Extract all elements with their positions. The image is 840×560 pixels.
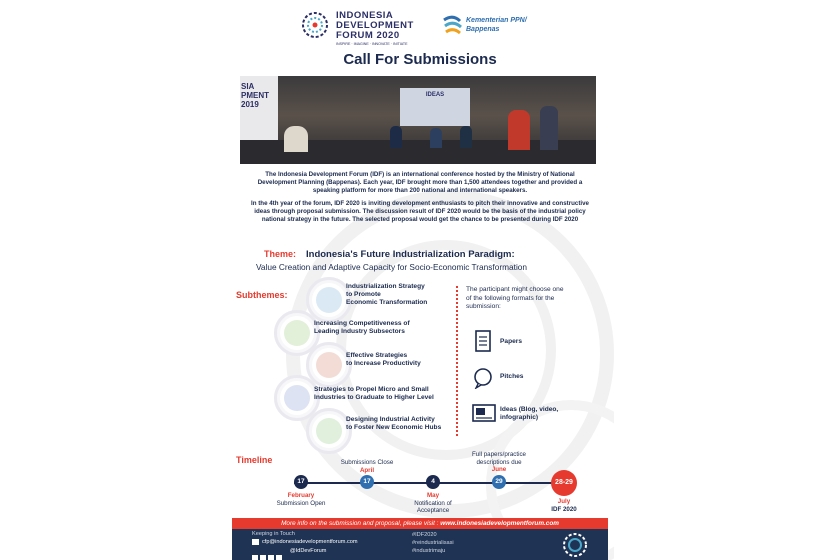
intro-paragraph-2: In the 4th year of the forum, IDF 2020 is inviting development enthusiasts to pitch their innovative and constructive ideas through proposal submission. The discussion result of IDF 2020 would be the basis of the industrial policy national strategy in the future. The selected proposal would get the chance to be presented during IDF 2020 <box>251 200 589 223</box>
speaker-figure <box>508 110 530 150</box>
timeline-desc: descriptions due <box>476 458 522 466</box>
email-link[interactable]: cfp@indonesiadevelopmentforum.com <box>262 539 358 545</box>
speaker-figure <box>390 126 402 148</box>
subtheme-4 <box>314 386 434 402</box>
subtheme-text: Industrialization Strategy <box>346 283 425 290</box>
subtheme-5 <box>346 416 441 432</box>
timeline-desc: Acceptance <box>416 507 450 514</box>
subtheme-1 <box>346 283 427 307</box>
timeline-desc: Notification of <box>414 499 452 507</box>
footer <box>232 518 608 560</box>
timeline-node-4: 29 <box>492 475 506 489</box>
timeline-item-3 <box>403 492 463 515</box>
subtheme-text: Strategies to Propel Micro and Small <box>314 386 429 393</box>
speaker-figure <box>540 106 558 150</box>
email-icon <box>252 539 259 545</box>
dotted-divider <box>456 286 458 436</box>
timeline-desc: Full papers/practice <box>472 451 526 458</box>
timeline-month: April <box>359 466 375 474</box>
poster <box>226 0 614 560</box>
idf-tagline: INSPIRE · IMAGINE · INNOVATE · INITIATE <box>336 42 408 46</box>
hashtags <box>412 531 454 555</box>
social-handle: @IdDevForum <box>290 548 327 554</box>
ministry-line: Bappenas <box>466 25 500 33</box>
format-ideas <box>500 406 558 422</box>
timeline-node-1: 17 <box>294 475 308 489</box>
subtheme-text: Increasing Competitiveness of <box>314 320 410 327</box>
subtheme-text: to Increase Productivity <box>346 360 421 367</box>
page-title: Call For Submissions <box>343 51 497 68</box>
timeline-desc: Submission Open <box>276 499 326 507</box>
website-link[interactable]: www.indonesiadevelopmentforum.com <box>440 520 559 527</box>
timeline-node-5: 28-29 <box>551 470 577 496</box>
theme-subtitle: Value Creation and Adaptive Capacity for Socio-Economic Transformation <box>256 262 528 272</box>
subtheme-text: Economic Transformation <box>346 299 428 306</box>
timeline-month: February <box>287 492 315 499</box>
facebook-icon[interactable] <box>252 555 258 560</box>
timeline-item-2 <box>336 459 398 474</box>
format-pitches: Pitches <box>500 373 524 380</box>
speaker-figure <box>460 126 472 148</box>
sign-text: SIA <box>241 82 255 91</box>
speaker-figure <box>284 126 308 152</box>
hashtag: #IDF2020 <box>412 532 437 538</box>
formats-intro-line: submission: <box>466 303 501 310</box>
subtheme-text: Designing Industrial Activity <box>346 416 435 423</box>
timeline-node-2: 17 <box>360 475 374 489</box>
subtheme-text: to Promote <box>346 291 381 298</box>
hashtag: #reindustrialisasi <box>412 540 454 546</box>
video-icon <box>472 403 496 423</box>
idf-logo-text <box>336 11 414 41</box>
speech-bubble-icon <box>472 367 494 389</box>
instagram-icon[interactable] <box>260 555 266 560</box>
theme-label: Theme: <box>264 249 297 259</box>
timeline-desc: Submissions Close <box>340 459 394 466</box>
timeline-desc: IDF 2020 <box>551 505 577 513</box>
idf-logo-icon <box>300 10 330 40</box>
screen-text: IDEAS <box>425 92 445 98</box>
logo-line: DEVELOPMENT <box>336 20 414 31</box>
timeline-item-5 <box>538 498 590 513</box>
formats-intro-line: of the following formats for the <box>466 294 555 302</box>
social-icons <box>252 548 286 554</box>
format-ideas-line: Ideas (Blog, video, <box>500 406 559 413</box>
subtheme-text: to Foster New Economic Hubs <box>346 424 442 431</box>
timeline-node-3: 4 <box>426 475 440 489</box>
subtheme-text: Leading Industry Subsectors <box>314 328 405 335</box>
youtube-icon[interactable] <box>276 555 282 560</box>
subtheme-2 <box>314 320 410 336</box>
intro-paragraph-1: The Indonesia Development Forum (IDF) is an international conference hosted by the Ministry of National Development Planning (Bappenas). Each year, IDF brought more than 1,500 attendees together and provided a speaking platform for more than 200 national and international speakers. <box>257 171 583 194</box>
logo-line: FORUM 2020 <box>336 30 400 41</box>
idf-footer-logo-icon <box>562 532 588 558</box>
subthemes-label: Subthemes: <box>236 290 288 300</box>
stage-screen <box>400 88 470 126</box>
timeline-month: July <box>557 498 571 505</box>
timeline-month: May <box>426 492 440 499</box>
timeline-label: Timeline <box>236 455 273 465</box>
theme-title: Indonesia's Future Industrialization Paradigm: <box>306 249 515 260</box>
subtheme-text: Industries to Graduate to Higher Level <box>314 394 434 401</box>
formats-intro-line: The participant might choose one <box>466 286 564 293</box>
ministry-line: Kementerian PPN/ <box>466 17 527 24</box>
sign-text: 2019 <box>241 100 259 109</box>
twitter-icon[interactable] <box>268 555 274 560</box>
logo-line: INDONESIA <box>336 10 394 21</box>
format-papers: Papers <box>500 338 522 345</box>
timeline-month: June <box>491 466 507 473</box>
formats-intro <box>466 286 564 312</box>
more-info-text: More info on the submission and proposal, please visit : <box>281 520 441 527</box>
document-icon <box>474 330 492 352</box>
subtheme-3 <box>346 352 421 368</box>
keeping-in-touch: Keeping in Touch <box>252 531 295 537</box>
hashtag: #industrimaju <box>412 548 446 554</box>
bappenas-logo-icon <box>442 14 464 36</box>
more-info-banner <box>232 518 608 529</box>
format-ideas-line: infographic) <box>500 414 539 421</box>
timeline-item-4 <box>464 451 534 474</box>
sign-text: PMENT <box>241 91 269 100</box>
speaker-figure <box>430 128 442 148</box>
bappenas-logo-text <box>466 17 527 34</box>
subtheme-text: Effective Strategies <box>346 352 408 359</box>
event-photo <box>240 76 596 164</box>
timeline-item-1 <box>271 492 331 507</box>
